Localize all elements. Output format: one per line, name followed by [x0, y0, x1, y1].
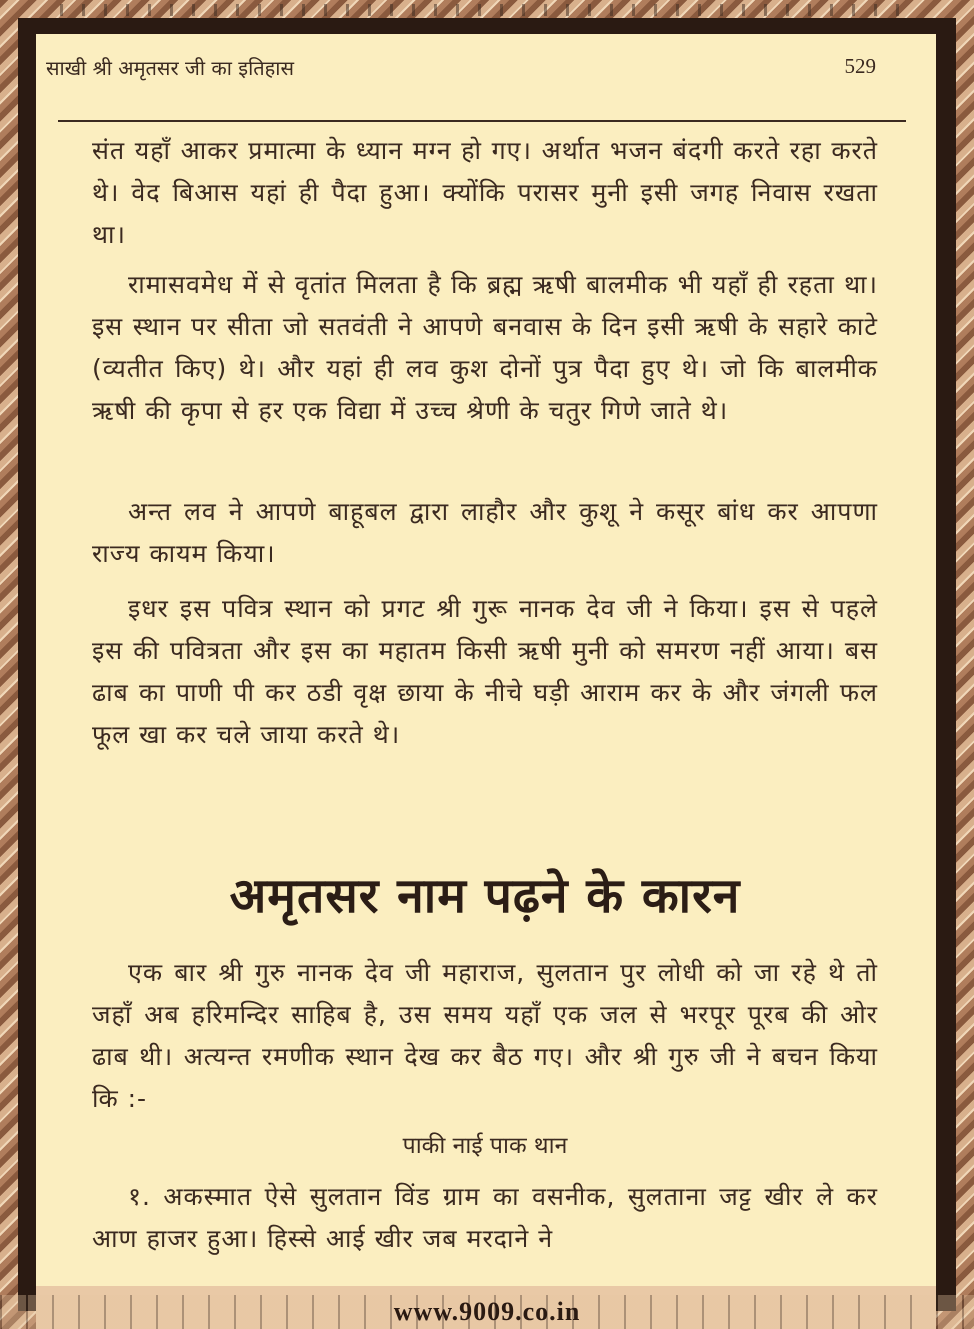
- numbered-paragraph-1: १. अकस्मात ऐसे सुलतान विंड ग्राम का वसनीक, सुलताना जट्ट खीर ले कर आण हाजर हुआ। हिस्से आई खीर जब मरदाने ने: [92, 1182, 878, 1253]
- paragraph-1: संत यहाँ आकर प्रमात्मा के ध्यान मग्न हो गए। अर्थात भजन बंदगी करते रहा करते थे। वेद बिआस यहां ही पैदा हुआ। क्योंकि परासर मुनी इसी जगह निवास रखता था।: [92, 136, 878, 249]
- paragraph-4: इधर इस पवित्र स्थान को प्रगट श्री गुरू नानक देव जी ने किया। इस से पहले इस की पवित्रता और इस का महातम किसी ऋषी मुनी को समरण नहीं आया। बस ढाब का पाणी पी कर ठडी वृक्ष छाया के नीचे घड़ी आराम कर के और जंगली फल फूल खा कर चले जाया करते थे।: [92, 594, 878, 749]
- page-number: 529: [844, 54, 876, 78]
- header-rule: [58, 120, 906, 122]
- running-header: [46, 52, 876, 86]
- website-url: www.9009.co.in: [393, 1297, 581, 1326]
- section-paragraph: एक बार श्री गुरु नानक देव जी महाराज, सुलतान पुर लोधी को जा रहे थे तो जहाँ अब हरिमन्दिर साहिब है, उस समय यहाँ एक जल से भरपूर पूरब की ओर ढाब थी। अत्यन्त रमणीक स्थान देख कर बैठ गए। और श्री गुरु जी ने बचन किया कि :-: [92, 958, 878, 1113]
- couplet-line: पाकी नाई पाक थान: [402, 1133, 568, 1159]
- paragraph-3: अन्त लव ने आपणे बाहूबल द्वारा लाहौर और कुशू ने कसूर बांध कर आपणा राज्य कायम किया।: [92, 497, 878, 568]
- section-heading: अमृतसर नाम पढ़ने के कारन: [229, 868, 741, 924]
- top-ornament: [60, 4, 914, 16]
- paragraph-2: रामासवमेध में से वृतांत मिलता है कि ब्रह्म ऋषी बालमीक भी यहाँ ही रहता था। इस स्थान पर सीता जो सतवंती ने आपणे बनवास के दिन इसी ऋषी के सहारे काटे (व्यतीत किए) थे। और यहां ही लव कुश दोनों पुत्र पैदा हुए थे। जो कि बालमीक ऋषी की कृपा से हर एक विद्या में उच्च श्रेणी के चतुर गिणे जाते थे।: [92, 270, 878, 425]
- book-title: साखी श्री अमृतसर जी का इतिहास: [46, 56, 294, 80]
